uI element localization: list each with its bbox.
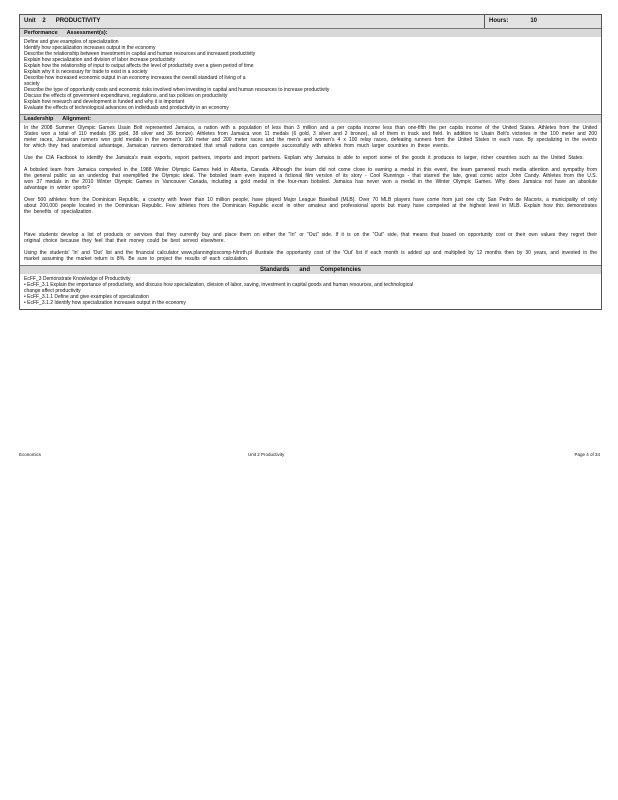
performance-line: Explain how the relationship of input to output affects the level of productivity over a given period of time <box>24 63 254 69</box>
leadership-paragraph: In the 2008 Summer Olympic Games Usain Bolt represented Jamaica, a nation with a population of less than 3 million and a per capita income less than one-fifth the per capita income of the United States. Athletes from the United States won a total of 110 medals (36 gold, 38 silver and 36 bronze). Athletes from Jamaica won 11 medals (6 gold, 3 silver and 2 bronze), all of them in track and field. In addition to Usain Bolt's victories in the 100 meter and 200 meter races, Jamaican runners won gold medals in the women's 100 meter and 200 meter races and the men's and women's 4 x 100 relay races, defeating runners from the United States in each race. By specializing in the events for which they had anatomical advantage, Jamaican runners demonstrated that small nations can compete successfully with athletes from much larger countries in these events. <box>24 125 597 149</box>
standards-list <box>20 274 601 309</box>
leadership-paragraph: Using the students' 'In' and 'Out' list and the financial calculator www.planningtoscomp-h/inrth.pl illustrate the opportunity cost of the 'Out' list if each month is added up and multiplied by 12 months then by 30 years, and invested in the market assuming the market return is 8%. Be sure to project the results of each calculation. <box>24 250 597 262</box>
performance-line: Describe how increased economic output in an economy increases the overall standard of living of a <box>24 75 246 81</box>
standard-line: • EcFF_3.1 Explain the importance of productivity, and discuss how specialization, division of labor, saving, investment in capital goods and human resources, and technological <box>24 282 414 288</box>
leadership-content <box>20 123 601 265</box>
standard-line: change affect productivity <box>24 288 81 294</box>
footer-unit: Unit 2 Productivity <box>248 452 285 457</box>
hours-value: 10 <box>530 18 538 24</box>
standards-section <box>20 266 601 309</box>
leadership-paragraph: A bobsled team from Jamaica competed in the 1988 Winter Olympic Games held in Alberta, Canada. Although the team did not come close to earning a medal in this event, the team garnered much media attention and sympathy from the general public as an underdog that exemplified the Olympic ideal. The bobsled team even inspired a fictional film version of its story - Cool Runnings - that starred the late, great comic actor John Candy. Athletes from the U.S. won 37 medals in the 2010 Winter Olympic Games in Vancouver Canada, including a gold medal in the four-man bobsled. Jamaica has never won a medal in the Winter Olympic Games. Why does Jamaica not have an absolute advantage in winter sports? <box>24 167 597 191</box>
performance-line: Explain how research and development is funded and why it is important <box>24 99 185 105</box>
performance-line: Define and give examples of specialization <box>24 39 119 45</box>
hours-cell <box>485 15 601 28</box>
performance-line: Evaluate the effects of technological advances on individuals and productivity in an economy <box>24 105 229 111</box>
performance-line: Explain how specialization and division of labor increase productivity <box>24 57 176 63</box>
footer-page-number: Page 4 of 34 <box>574 452 600 457</box>
standard-line: • EcFF_3.1.1 Define and give examples of specialization <box>24 294 149 300</box>
standard-line: EcFF_3 Demonstrate Knowledge of Productivity <box>24 276 131 282</box>
leadership-section <box>20 115 601 266</box>
page-footer <box>19 452 600 457</box>
footer-course: Economics <box>19 452 42 457</box>
leadership-paragraph: Have students develop a list of products or services that they currently buy and place them on either the "In" or "Out" side. If it is on the "Out" side, that means that based on opportunity cost or their own values they regret their original choice because they feel that their money could be best served elsewhere. <box>24 232 597 244</box>
unit-document <box>19 14 602 310</box>
leadership-paragraph: Use the CIA Factbook to identify the Jamaica's main exports, export partners, imports and import partners. Explain why Jamaica is able to export some of the goods it produces to larger, richer countries such as the United States. <box>24 155 584 161</box>
performance-line: society <box>24 81 40 87</box>
performance-line: Explain why it is necessary for trade to exist in a society <box>24 69 148 75</box>
standards-heading: Standards and Competencies <box>20 266 601 274</box>
performance-heading: Performance Assessment(s): <box>20 29 601 37</box>
performance-line: Describe the type of opportunity costs and economic risks involved when investing in capital and human resources to increase productivity <box>24 87 330 93</box>
unit-title: PRODUCTIVITY <box>55 18 101 24</box>
performance-line: Discuss the effects of government expenditures, regulations, and tax policies on productivity <box>24 93 228 99</box>
unit-label: Unit <box>24 18 36 24</box>
performance-line: Identify how specialization increases output in the economy <box>24 45 156 51</box>
hours-label: Hours: <box>489 18 509 24</box>
unit-number: 2 <box>42 18 46 24</box>
unit-heading <box>20 15 485 28</box>
leadership-heading: Leadership Alignment: <box>20 115 601 123</box>
leadership-paragraph: Over 500 athletes from the Dominican Republic, a country with fewer than 10 million people, have played Major League Baseball (MLB). Over 70 MLB players have come from just one city San Pedro de Macoris, a municipality of only about 200,000 people located in the Dominican Republic. Few athletes from the Dominican Republic excel in other amateur and professional sports but many have competed at the highest level in MLB. Explain how this demonstrates the benefits of specialization. <box>24 197 597 215</box>
performance-section <box>20 29 601 115</box>
performance-line: Describe the relationship between investment in capital and human resources and increased productivity <box>24 51 256 57</box>
unit-title-bar <box>20 15 601 29</box>
standard-line: • EcFF_3.1.2 Identify how specialization increases output in the economy <box>24 300 186 306</box>
performance-list <box>20 37 601 114</box>
